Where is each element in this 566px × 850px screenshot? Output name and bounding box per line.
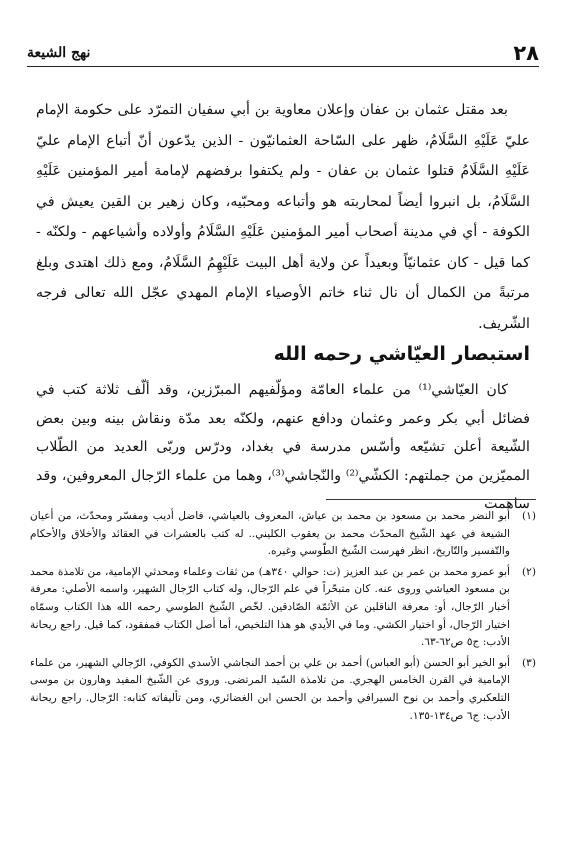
main-text-2 [36,376,530,519]
footnote-divider [326,499,536,500]
footnote-1 [30,508,536,561]
main-text [36,95,530,339]
footnote-number: (٢) [522,565,536,578]
footnote-3 [30,655,536,725]
footnote-number: (١) [522,510,536,522]
footnote-text: أبو الخير أبو الحسن (أبو العباس) أحمد بن علي بن أحمد النجاشي الأسدي الكوفي، الرّجالي الشهير، من علماء الإمامية في القرن الخامس الهجري. من تلامذة السّيد المرتضى. وروى عن الشّيخ المفيد وهارون بن موسى التلعكبري وأحمد بن نوح السيرافي وأحمد بن الحسن ابن الغضائري، ومن تأليفاته كتابه: الرّجال. راجع ريحانة الأدب: ج٦ ص١٣٤-١٣٥. [30,656,510,722]
footnote-number: (٣) [522,656,536,669]
footnotes [30,508,536,728]
footnote-2 [30,564,536,652]
page-number: ٢٨ [513,41,539,65]
book-title: نهج الشيعة [27,45,91,61]
footnote-text: أبو عمرو محمد بن عمر بن عبد العزيز (ت: حوالي ٣٤٠هـ) من ثقات وعلماء ومحدثي الإمامية، من تلامذة محمد بن مسعود العياشي وروى عنه. كان متبحّراً في علم الرّجال، وله كتاب الرّجال الشهير، واسمه الأصلي: معرفة أخبار الرّجال، أو: معرفة الناقلين عن الأئمّة الصّادقين. لخّص الشّيخ الطوسي رحمه الله هذا الكتاب وسمّاه اختيار الرّجال، أو اختيار الكشي. وما في الأيدي هو هذا التلخيص، أما أصل الكتاب فمفقود، كما قيل. راجع ريحانة الأدب: ج٥ ص٦٢-٦٣. [30,565,510,649]
paragraph-1: بعد مقتل عثمان بن عفان وإعلان معاوية بن أبي سفيان التمرّد على حكومة الإمام عليّ عَلَيْهِ السَّلَامُ، ظهر على السّاحة العثمانيّون - الذين يدّعون أنّ أتباع الإمام عليّ عَلَيْهِ السَّلَامُ قتلوا عثمان بن عفان - ولم يكتفوا برفضهم لإمامة أمير المؤمنين عَلَيْهِ السَّلَامُ، بل انبروا أيضاً لمحاربته هو وأتباعه ومحبّيه، وكان زهير بن القين يعيش في الكوفة - أي في مدينة أصحاب أمير المؤمنين عَلَيْهِ السَّلَامُ وأولاده وأشياعهم - ولكنّه - كما قيل - كان عثمانيّاً وبعيداً عن ولاية أهل البيت عَلَيْهِمُ السَّلَامُ، ومع ذلك اهتدى وبلغ مرتبةً من الكمال أن نال ثناء خاتم الأوصياء الإمام المهدي عجّل الله تعالى فرجه الشّريف. [36,102,530,332]
paragraph-2: كان العيّاشي⁽¹⁾ من علماء العامّة ومؤلّفيهم المبرّزين، وقد ألّف ثلاثة كتب في فضائل أبي بكر وعمر وعثمان ودافع عنهم، ولكنّه بعد مدّة ونقاش بينه وبين بعض الشّيعة أعلن تشيّعه وأسّس مدرسة في بغداد، ودرّس وربّى العديد من الطّلاب المميّزين من جملتهم: الكشّي⁽²⁾ والنّجاشي⁽³⁾، وهما من علماء الرّجال المعروفين، وقد ساهمت [36,382,531,512]
footnote-text: أبو النضر محمد بن مسعود بن محمد بن عياش، المعروف بالعياشي، فاضل أديب ومفسّر ومحدّث، من أعيان الشيعة في عهد الشّيخ المحدّث محمد بن يعقوب الكليني.. له كتب بالعشرات في العقائد والأخلاق والأحكام والتّفسير والتّاريخ، انظر فهرست الشّيخ الطّوسي وغيره. [30,510,510,558]
running-header [27,40,539,67]
section-heading: استبصار العيّاشي رحمه الله [273,343,530,365]
